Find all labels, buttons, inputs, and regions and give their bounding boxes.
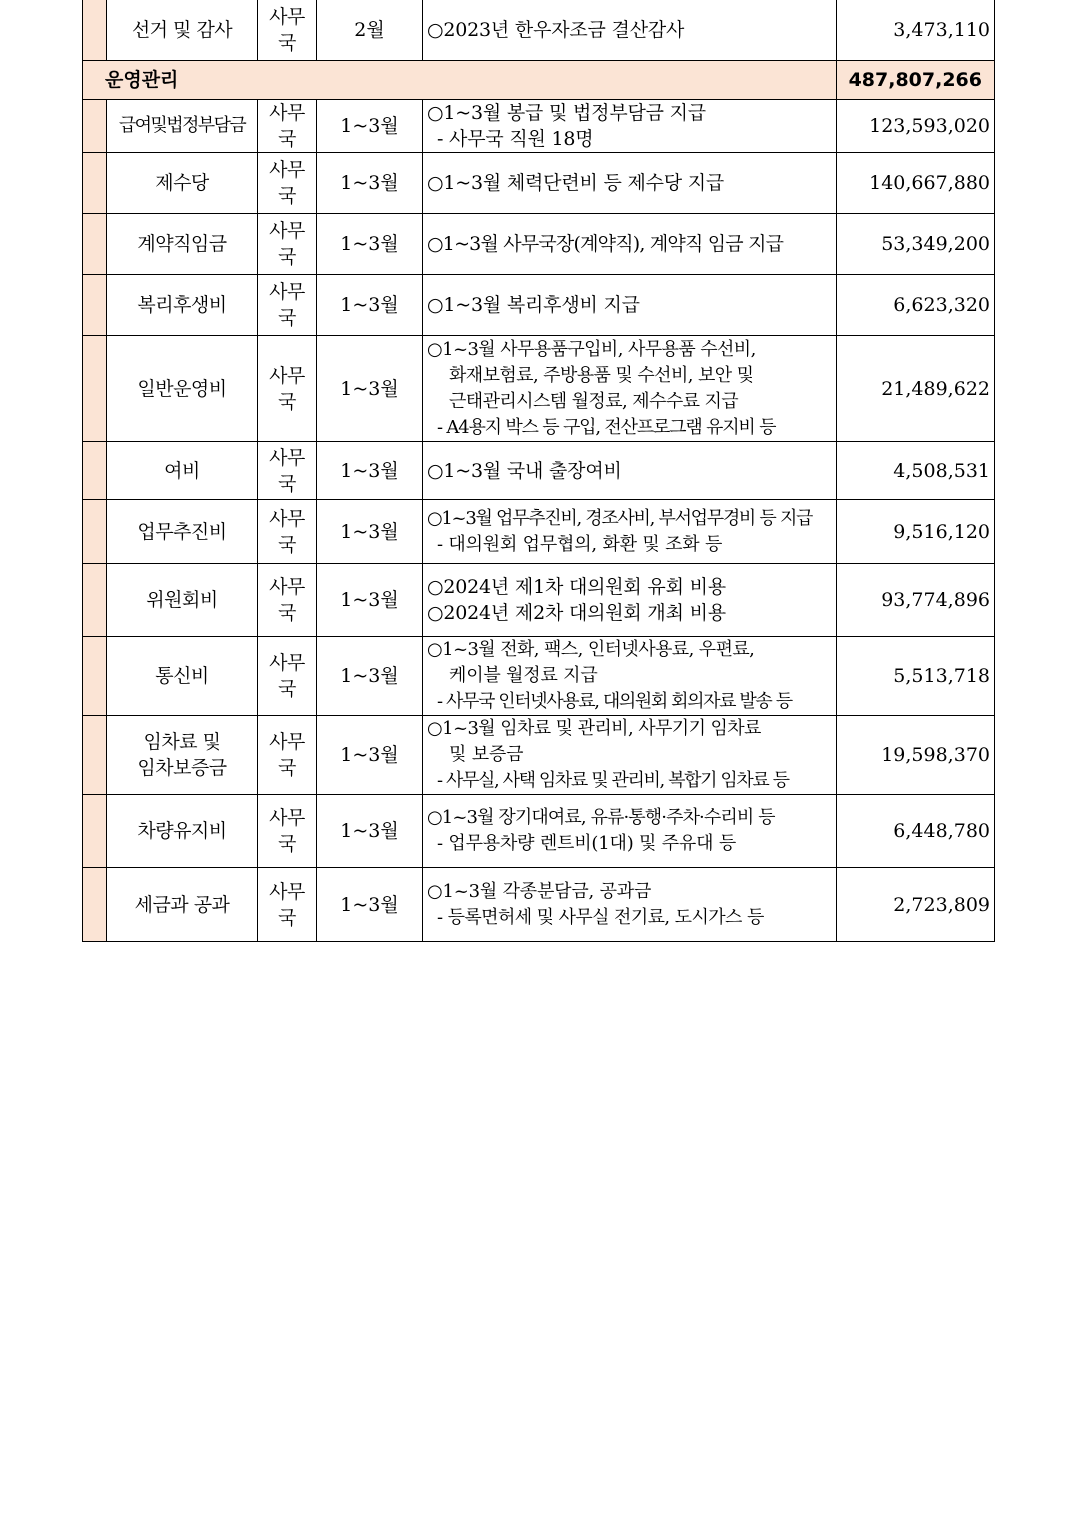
desc-line: ○1~3월 봉급 및 법정부담금 지급 <box>427 102 706 124</box>
period-cell: 1~3월 <box>317 275 423 336</box>
desc-line: ○2023년 한우자조금 결산감사 <box>427 19 685 41</box>
desc-line: 근태관리시스템 월정료, 제수수료 지급 <box>449 390 739 412</box>
category-stripe <box>83 868 107 942</box>
period-cell: 1~3월 <box>317 868 423 942</box>
dept-cell: 사무국 <box>258 868 317 942</box>
amount-cell: 5,513,718 <box>837 637 995 716</box>
desc-line: ○1~3월 장기대여료, 유류·통행·주차·수리비 등 <box>427 807 775 828</box>
desc-cell <box>423 336 837 442</box>
item-name: 위원회비 <box>107 564 258 637</box>
table-row <box>83 214 995 275</box>
item-name: 차량유지비 <box>107 795 258 868</box>
amount-cell: 19,598,370 <box>837 716 995 795</box>
desc-line: ○1~3월 업무추진비, 경조사비, 부서업무경비 등 지급 <box>427 507 813 529</box>
desc-line: ○1~3월 사무용품구입비, 사무용품 수선비, <box>427 338 756 360</box>
table-row <box>83 868 995 942</box>
desc-line: - 업무용차량 렌트비(1대) 및 주유대 등 <box>437 833 737 854</box>
category-stripe <box>83 275 107 336</box>
item-name-line: 임차보증금 <box>137 757 227 779</box>
item-name: 세금과 공과 <box>107 868 258 942</box>
period-cell: 1~3월 <box>317 214 423 275</box>
period-cell: 1~3월 <box>317 795 423 868</box>
desc-cell <box>423 100 837 153</box>
desc-line: ○2024년 제1차 대의원회 유회 비용 <box>427 576 726 598</box>
item-name: 복리후생비 <box>107 275 258 336</box>
desc-cell <box>423 795 837 868</box>
table-row <box>83 100 995 153</box>
dept-cell: 사무국 <box>258 500 317 564</box>
table-row <box>83 637 995 716</box>
period-cell: 1~3월 <box>317 637 423 716</box>
amount-cell: 3,473,110 <box>837 0 995 61</box>
desc-line: - A4용지 박스 등 구입, 전산프로그램 유지비 등 <box>437 416 776 438</box>
period-cell: 1~3월 <box>317 564 423 637</box>
period-cell: 1~3월 <box>317 153 423 214</box>
item-name: 제수당 <box>107 153 258 214</box>
amount-cell: 21,489,622 <box>837 336 995 442</box>
period-cell: 2월 <box>317 0 423 61</box>
item-name: 급여및법정부담금 <box>107 100 258 153</box>
period-cell: 1~3월 <box>317 716 423 795</box>
item-name: 계약직임금 <box>107 214 258 275</box>
desc-cell <box>423 637 837 716</box>
desc-cell <box>423 275 837 336</box>
table-row <box>83 336 995 442</box>
desc-line: - 대의원회 업무협의, 화환 및 조화 등 <box>437 533 723 555</box>
category-stripe <box>83 500 107 564</box>
amount-cell: 93,774,896 <box>837 564 995 637</box>
section-label: 운영관리 <box>83 61 837 100</box>
dept-cell: 사무국 <box>258 716 317 795</box>
desc-line: - 사무국 인터넷사용료, 대의원회 회의자료 발송 등 <box>437 691 792 712</box>
category-stripe <box>83 0 107 61</box>
period-cell: 1~3월 <box>317 442 423 500</box>
dept-cell: 사무국 <box>258 275 317 336</box>
category-stripe <box>83 336 107 442</box>
desc-cell <box>423 214 837 275</box>
table-row <box>83 442 995 500</box>
desc-line: - 사무국 직원 18명 <box>437 128 594 150</box>
item-name <box>107 716 258 795</box>
dept-cell: 사무국 <box>258 100 317 153</box>
desc-line: ○1~3월 국내 출장여비 <box>427 459 622 482</box>
desc-line: - 사무실, 사택 임차료 및 관리비, 복합기 임차료 등 <box>437 770 789 791</box>
category-stripe <box>83 795 107 868</box>
amount-cell: 2,723,809 <box>837 868 995 942</box>
desc-cell <box>423 716 837 795</box>
table-row <box>83 564 995 637</box>
category-stripe <box>83 100 107 153</box>
desc-line: 화재보험료, 주방용품 및 수선비, 보안 및 <box>449 364 754 386</box>
amount-cell: 6,623,320 <box>837 275 995 336</box>
dept-cell: 사무국 <box>258 795 317 868</box>
desc-cell <box>423 564 837 637</box>
period-cell: 1~3월 <box>317 500 423 564</box>
desc-line: ○1~3월 복리후생비 지급 <box>427 294 640 316</box>
item-name: 여비 <box>107 442 258 500</box>
item-name: 업무추진비 <box>107 500 258 564</box>
item-name: 통신비 <box>107 637 258 716</box>
table-row <box>83 500 995 564</box>
amount-cell: 123,593,020 <box>837 100 995 153</box>
amount-cell: 140,667,880 <box>837 153 995 214</box>
desc-line: - 등록면허세 및 사무실 전기료, 도시가스 등 <box>437 906 764 928</box>
dept-cell: 사무국 <box>258 214 317 275</box>
section-total: 487,807,266 <box>837 61 995 100</box>
table-row <box>83 153 995 214</box>
table-row <box>83 795 995 868</box>
dept-cell: 사무국 <box>258 442 317 500</box>
dept-cell: 사무국 <box>258 637 317 716</box>
desc-cell <box>423 0 837 61</box>
amount-cell: 4,508,531 <box>837 442 995 500</box>
dept-cell: 사무국 <box>258 153 317 214</box>
item-name: 선거 및 감사 <box>107 0 258 61</box>
amount-cell: 9,516,120 <box>837 500 995 564</box>
dept-cell: 사무국 <box>258 564 317 637</box>
dept-cell: 사무국 <box>258 0 317 61</box>
category-stripe <box>83 153 107 214</box>
desc-cell <box>423 500 837 564</box>
category-stripe <box>83 637 107 716</box>
period-cell: 1~3월 <box>317 100 423 153</box>
desc-line: ○1~3월 전화, 팩스, 인터넷사용료, 우편료, <box>427 639 755 660</box>
desc-cell <box>423 442 837 500</box>
dept-cell: 사무국 <box>258 336 317 442</box>
desc-line: ○1~3월 체력단련비 등 제수당 지급 <box>427 172 725 194</box>
item-name: 일반운영비 <box>107 336 258 442</box>
desc-line: 케이블 월정료 지급 <box>449 665 598 686</box>
table-row <box>83 716 995 795</box>
desc-cell <box>423 868 837 942</box>
table-row-prev <box>83 0 995 61</box>
amount-cell: 53,349,200 <box>837 214 995 275</box>
desc-line: ○1~3월 사무국장(계약직), 계약직 임금 지급 <box>427 233 784 255</box>
category-stripe <box>83 214 107 275</box>
category-stripe <box>83 716 107 795</box>
desc-line: ○1~3월 각종분담금, 공과금 <box>427 880 652 902</box>
category-stripe <box>83 564 107 637</box>
desc-line: 및 보증금 <box>449 744 524 765</box>
item-name-line: 임차료 및 <box>143 731 221 753</box>
desc-cell <box>423 153 837 214</box>
period-cell: 1~3월 <box>317 336 423 442</box>
section-header-row <box>83 61 995 100</box>
category-stripe <box>83 442 107 500</box>
table-row <box>83 275 995 336</box>
desc-line: ○1~3월 임차료 및 관리비, 사무기기 임차료 <box>427 718 761 739</box>
budget-table <box>82 0 995 942</box>
desc-line: ○2024년 제2차 대의원회 개최 비용 <box>427 602 726 624</box>
amount-cell: 6,448,780 <box>837 795 995 868</box>
